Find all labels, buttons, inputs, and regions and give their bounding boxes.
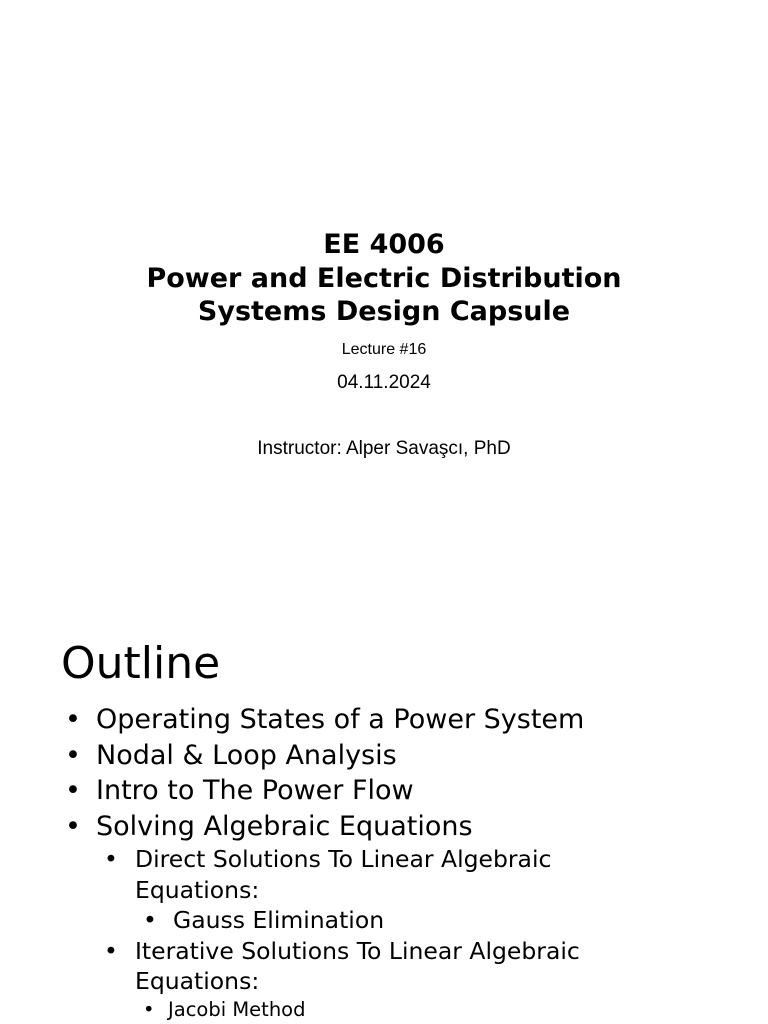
outline-subitem-text: Iterative Solutions To Linear Algebraic Equations: <box>135 936 580 995</box>
bullet-icon: • <box>104 845 118 873</box>
outline-subitem-text: Direct Solutions To Linear Algebraic Equations: <box>135 845 552 904</box>
bullet-icon: • <box>143 997 155 1021</box>
outline-item <box>0 809 768 845</box>
course-code: EE 4006 <box>323 229 445 260</box>
outline-subsubitem <box>0 905 768 936</box>
lecture-number: Lecture #16 <box>341 341 427 358</box>
outline-item-text: Solving Algebraic Equations <box>96 810 473 842</box>
outline-subsubitem <box>0 997 768 1023</box>
bullet-icon: • <box>65 810 81 842</box>
bullet-icon: • <box>104 936 118 965</box>
bullet-icon: • <box>65 704 81 735</box>
instructor-name: Instructor: Alper Savaşcı, PhD <box>257 438 511 459</box>
outline-item-text: Nodal & Loop Analysis <box>96 739 397 771</box>
outline-item <box>0 773 768 809</box>
outline-subitem <box>0 844 635 905</box>
outline-item <box>0 702 768 738</box>
bullet-icon: • <box>65 739 81 771</box>
outline-subsubitem-text: Gauss Elimination <box>173 906 385 934</box>
lecture-date: 04.11.2024 <box>337 372 431 393</box>
course-title-line-2: Systems Design Capsule <box>197 296 571 327</box>
outline-subitem <box>0 936 635 997</box>
bullet-icon: • <box>143 906 157 934</box>
outline-title: Outline <box>61 638 221 689</box>
outline-item <box>0 738 768 774</box>
outline-slide <box>0 576 768 1024</box>
outline-list <box>0 702 768 1023</box>
slide-title <box>0 228 768 329</box>
course-title-line-1: Power and Electric Distribution <box>146 262 622 294</box>
outline-subsubitem-text: Jacobi Method <box>168 997 306 1021</box>
bullet-icon: • <box>65 775 81 806</box>
outline-item-text: Operating States of a Power System <box>96 704 585 735</box>
outline-item-text: Intro to The Power Flow <box>96 775 414 806</box>
